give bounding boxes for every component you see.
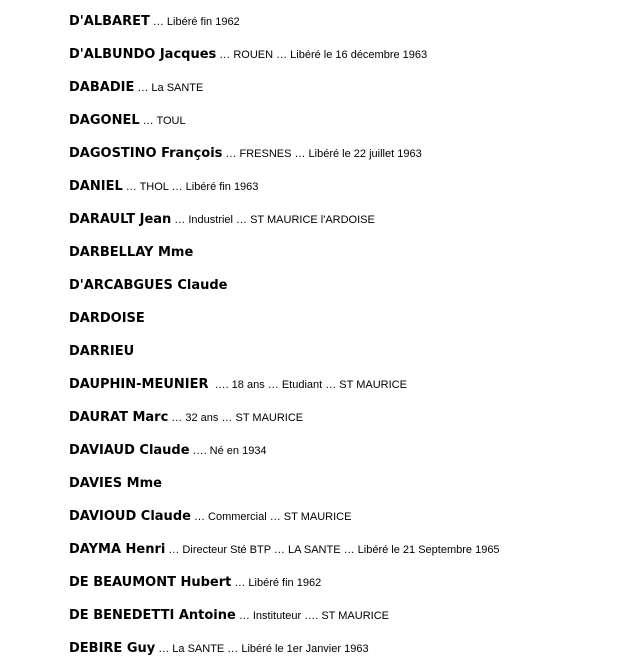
list-item bbox=[69, 144, 422, 163]
list-item bbox=[69, 540, 500, 559]
person-details: … ROUEN … Libéré le 16 décembre 1963 bbox=[219, 49, 428, 61]
person-details: …. 18 ans … Etudiant … ST MAURICE bbox=[211, 379, 407, 391]
person-name: DARAULT Jean bbox=[69, 212, 172, 227]
list-item bbox=[69, 12, 240, 31]
person-name: D'ALBARET bbox=[69, 14, 150, 29]
list-item bbox=[69, 45, 427, 64]
person-name: DAURAT Marc bbox=[69, 410, 169, 425]
person-details: … Industriel … ST MAURICE l'ARDOISE bbox=[174, 214, 375, 226]
person-name: DARDOISE bbox=[69, 311, 145, 326]
list-item bbox=[69, 375, 407, 394]
person-details: … FRESNES … Libéré le 22 juillet 1963 bbox=[225, 148, 422, 160]
person-name: DAUPHIN-MEUNIER bbox=[69, 377, 209, 392]
person-name: DAVIES Mme bbox=[69, 476, 162, 491]
person-details: … TOUL bbox=[142, 115, 186, 127]
list-item bbox=[69, 111, 186, 130]
list-item bbox=[69, 78, 203, 97]
person-name: DAGONEL bbox=[69, 113, 140, 128]
person-name: D'ALBUNDO Jacques bbox=[69, 47, 217, 62]
person-name: DARBELLAY Mme bbox=[69, 245, 194, 260]
list-item bbox=[69, 210, 375, 229]
person-details: …. Né en 1934 bbox=[192, 445, 267, 457]
person-name: DANIEL bbox=[69, 179, 123, 194]
list-item bbox=[69, 177, 258, 196]
list-item bbox=[69, 639, 369, 658]
list-item bbox=[69, 408, 303, 427]
person-name: D'ARCABGUES Claude bbox=[69, 278, 228, 293]
person-details: … Directeur Sté BTP … LA SANTE … Libéré le 21 Septembre 1965 bbox=[168, 544, 500, 556]
person-name: DAVIOUD Claude bbox=[69, 509, 191, 524]
person-name: DARRIEU bbox=[69, 344, 135, 359]
list-item bbox=[69, 309, 148, 328]
person-name: DAGOSTINO François bbox=[69, 146, 223, 161]
list-item bbox=[69, 276, 231, 295]
person-details: … Instituteur …. ST MAURICE bbox=[238, 610, 389, 622]
list-item bbox=[69, 606, 389, 625]
list-item bbox=[69, 507, 351, 526]
list-item bbox=[69, 474, 165, 493]
person-name: DABADIE bbox=[69, 80, 135, 95]
person-name: DAVIAUD Claude bbox=[69, 443, 190, 458]
person-details: … 32 ans … ST MAURICE bbox=[171, 412, 304, 424]
person-name: DAYMA Henri bbox=[69, 542, 166, 557]
person-name: DE BENEDETTI Antoine bbox=[69, 608, 236, 623]
person-details: … Commercial … ST MAURICE bbox=[193, 511, 352, 523]
list-item bbox=[69, 243, 196, 262]
list-item bbox=[69, 342, 137, 361]
person-details: … La SANTE … Libéré le 1er Janvier 1963 bbox=[158, 643, 369, 655]
list-item bbox=[69, 441, 267, 460]
person-details: … Libéré fin 1962 bbox=[234, 577, 322, 589]
person-details: … La SANTE bbox=[137, 82, 204, 94]
person-details: … THOL … Libéré fin 1963 bbox=[125, 181, 259, 193]
person-name: DE BEAUMONT Hubert bbox=[69, 575, 232, 590]
person-details: … Libéré fin 1962 bbox=[152, 16, 240, 28]
list-item bbox=[69, 573, 321, 592]
person-name: DEBIRE Guy bbox=[69, 641, 156, 656]
